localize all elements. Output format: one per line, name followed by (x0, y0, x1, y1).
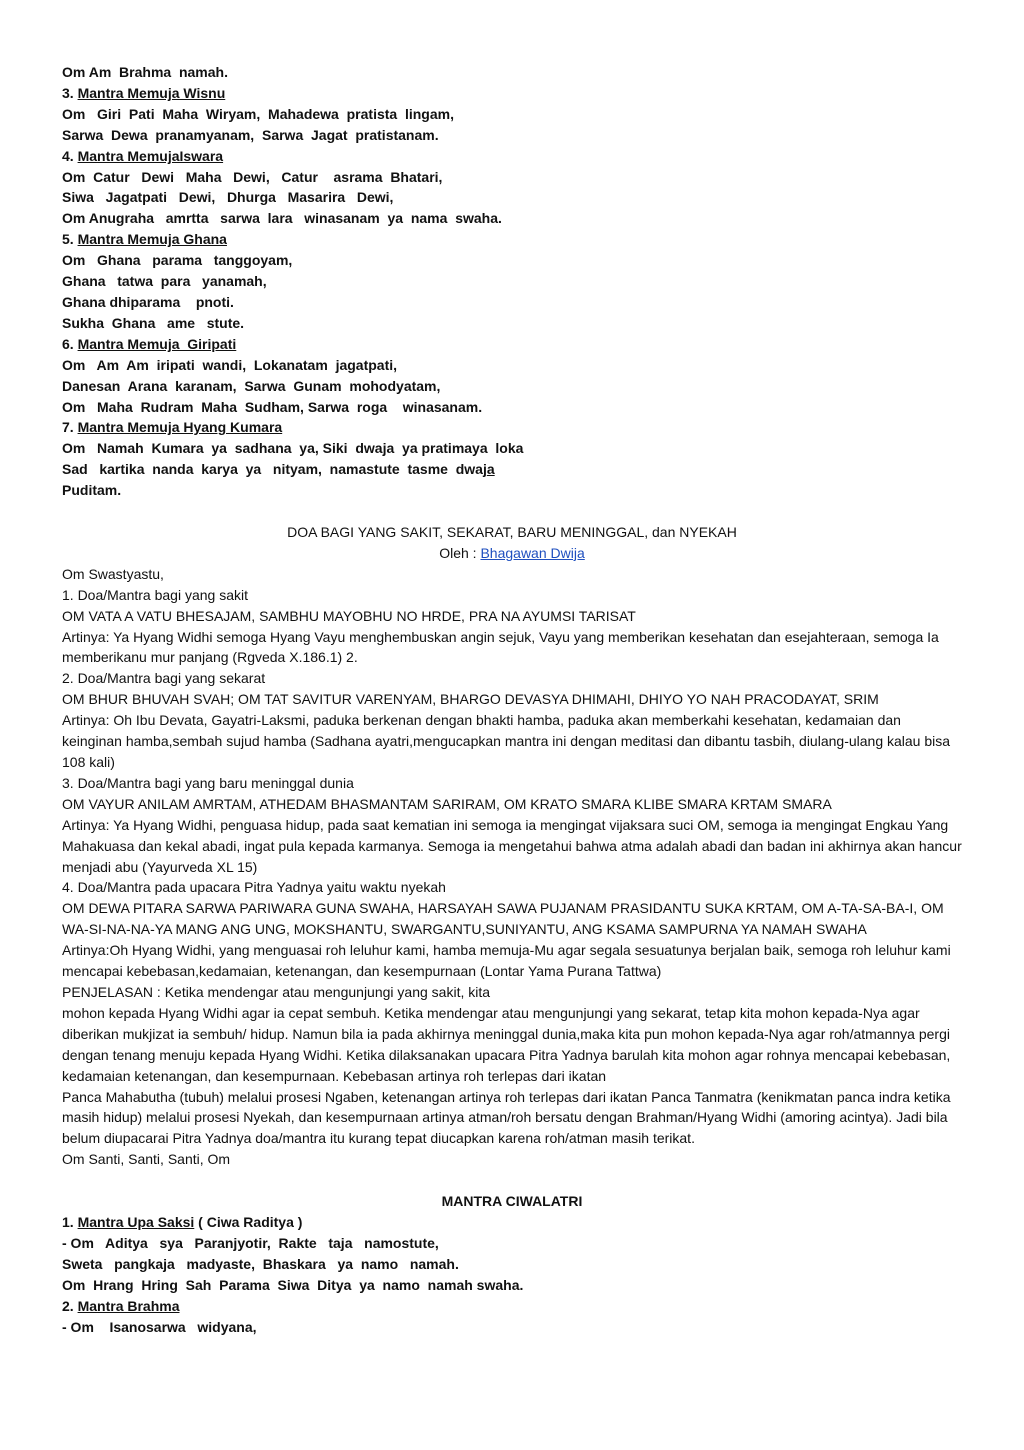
text-line: Sweta pangkaja madyaste, Bhaskara ya namo namah. (62, 1255, 459, 1272)
text-line: Sarwa Dewa pranamyanam, Sarwa Jagat pratistanam. (62, 126, 439, 143)
author-link[interactable]: Bhagawan Dwija (480, 544, 585, 561)
paragraph: 1. Doa/Mantra bagi yang sakit (62, 586, 248, 603)
paragraph: Artinya: Ya Hyang Widhi semoga Hyang Vayu menghembuskan angin sejuk, Vayu yang memberikan kesehatan dan esejahteraan, semoga Ia memberikanu mur panjang (Rgveda X.186.1) 2. (62, 628, 939, 666)
paragraph: 2. Doa/Mantra bagi yang sekarat (62, 670, 266, 687)
text-line: Ghana dhiparama pnoti. (62, 293, 234, 310)
paragraph: OM VATA A VATU BHESAJAM, SAMBHU MAYOBHU NO HRDE, PRA NA AYUMSI TARISAT (62, 607, 636, 624)
paragraph: Om Santi, Santi, Santi, Om (62, 1151, 231, 1168)
text-line: Ghana tatwa para yanamah, (62, 273, 267, 290)
section-title: DOA BAGI YANG SAKIT, SEKARAT, BARU MENINGGAL, dan NYEKAH (287, 524, 737, 541)
mantra-heading: 3. Mantra Memuja Wisnu (62, 84, 226, 101)
text-line: Om Ghana parama tanggoyam, (62, 252, 293, 269)
mantra-list-section (62, 62, 962, 501)
text-line: Om Am Am iripati wandi, Lokanatam jagatpati, (62, 356, 398, 373)
paragraph: OM BHUR BHUVAH SVAH; OM TAT SAVITUR VARENYAM, BHARGO DEVASYA DHIMAHI, DHIYO YO NAH PRACODAYAT, SRIM (62, 691, 879, 708)
paragraph: OM DEWA PITARA SARWA PARIWARA GUNA SWAHA, HARSAYAH SAWA PUJANAM PRASIDANTU SUKA KRTAM, OM A-TA-SA-BA-I, OM WA-SI-NA-NA-YA MANG ANG UNG, MOKSHANTU, SWARGANTU,SUNIYANTU, ANG KSAMA SAMPURNA YA NAMAH SWAHA (62, 900, 944, 938)
text-line: - Om Aditya sya Paranjyotir, Rakte taja namostute, (62, 1234, 439, 1251)
text-line: Sukha Ghana ame stute. (62, 314, 245, 331)
ciwalatri-section (62, 1191, 962, 1337)
paragraph: OM VAYUR ANILAM AMRTAM, ATHEDAM BHASMANTAM SARIRAM, OM KRATO SMARA KLIBE SMARA KRTAM SMARA (62, 795, 832, 812)
mantra-heading: 2. Mantra Brahma (62, 1297, 180, 1314)
paragraph: Artinya: Oh Ibu Devata, Gayatri-Laksmi, paduka berkenan dengan bhakti hamba, paduka akan memberkahi kesehatan, kedamaian dan keinginan hamba,sembah sujud hamba (Sadhana ayatri,mengucapkan mantra ini dengan meditasi dan dibantu tasbih, diulang-ulang kalau bisa 108 kali) (62, 712, 951, 770)
section-title: MANTRA CIWALATRI (441, 1193, 583, 1210)
mantra-heading: 1. Mantra Upa Saksi ( Ciwa Raditya ) (62, 1214, 303, 1231)
text-line: Om Namah Kumara ya sadhana ya, Siki dwaja ya pratimaya loka (62, 440, 524, 457)
text-line: Om Catur Dewi Maha Dewi, Catur asrama Bhatari, (62, 168, 443, 185)
text-line: Om Hrang Hring Sah Parama Siwa Ditya ya namo namah swaha. (62, 1276, 524, 1293)
document-page (62, 62, 962, 1337)
paragraph: Artinya: Ya Hyang Widhi, penguasa hidup, pada saat kematian ini semoga ia mengingat vijaksara suci OM, semoga ia mengingat Engkau Yang Mahakuasa dan kekal abadi, ingat pula kepada karmanya. Semoga ia mengetahui bahwa atma adalah abadi dan badan ini akhirnya akan hancur menjadi abu (Yayurveda XL 15) (62, 816, 962, 875)
text-line: Puditam. (62, 482, 122, 499)
paragraph: Om Swastyastu, (62, 565, 164, 582)
text-line: Om Anugraha amrtta sarwa lara winasanam ya nama swaha. (62, 210, 502, 227)
text-line: Danesan Arana karanam, Sarwa Gunam mohodyatam, (62, 377, 441, 394)
mantra-heading: 6. Mantra Memuja Giripati (62, 335, 237, 352)
text-line: Siwa Jagatpati Dewi, Dhurga Masarira Dewi, (62, 189, 394, 206)
paragraph: Panca Mahabutha (tubuh) melalui prosesi Ngaben, ketenangan artinya roh terlepas dari ikatan Panca Tanmatra (kenikmatan panca indra ketika masih hidup) melalui prosesi Nyekah, dan kesempurnaan artinya atman/roh bersatu dengan Brahman/Hyang Widhi (amoring acintya). Jadi bila belum diupacarai Pitra Yadnya doa/mantra itu kurang tepat diucapkan karena roh/atman masih terikat. (62, 1088, 951, 1147)
mantra-heading: 5. Mantra Memuja Ghana (62, 231, 227, 248)
text-line: Om Maha Rudram Maha Sudham, Sarwa roga winasanam. (62, 398, 483, 415)
mantra-heading: 7. Mantra Memuja Hyang Kumara (62, 419, 283, 436)
paragraph: PENJELASAN : Ketika mendengar atau mengunjungi yang sakit, kita (62, 983, 491, 1000)
paragraph: mohon kepada Hyang Widhi agar ia cepat sembuh. Ketika mendengar atau mengunjungi yang sekarat, tetap kita mohon kepada-Nya agar diberikan mukjizat ia sembuh/ hidup. Namun bila ia pada akhirnya meninggal dunia,maka kita pun mohon kepada-Nya agar roh/atmannya pergi dengan tenang menuju kepada Hyang Widhi. Ketika dilaksanakan upacara Pitra Yadnya barulah kita mohon agar rohnya mencapai kebebasan, kedamaian ketenangan, dan kesempurnaan. Kebebasan artinya roh terlepas dari ikatan (62, 1004, 951, 1084)
doa-section (62, 522, 962, 1170)
paragraph: Artinya:Oh Hyang Widhi, yang menguasai roh leluhur kami, hamba memuja-Mu agar segala sesuatunya berjalan baik, semoga roh leluhur kami mencapai kebebasan,kedamaian, ketenangan, dan kesempurnaan (Lontar Yama Purana Tattwa) (62, 942, 951, 980)
text-line: Om Giri Pati Maha Wiryam, Mahadewa pratista lingam, (62, 105, 454, 122)
paragraph: 4. Doa/Mantra pada upacara Pitra Yadnya yaitu waktu nyekah (62, 879, 446, 896)
text-line: Sad kartika nanda karya ya nityam, namastute tasme dwaja (62, 461, 495, 478)
byline: Oleh : Bhagawan Dwija (439, 544, 585, 561)
paragraph: 3. Doa/Mantra bagi yang baru meninggal dunia (62, 774, 354, 791)
text-line: Om Am Brahma namah. (62, 64, 228, 80)
text-line: - Om Isanosarwa widyana, (62, 1318, 257, 1335)
mantra-heading: 4. Mantra MemujaIswara (62, 147, 224, 164)
